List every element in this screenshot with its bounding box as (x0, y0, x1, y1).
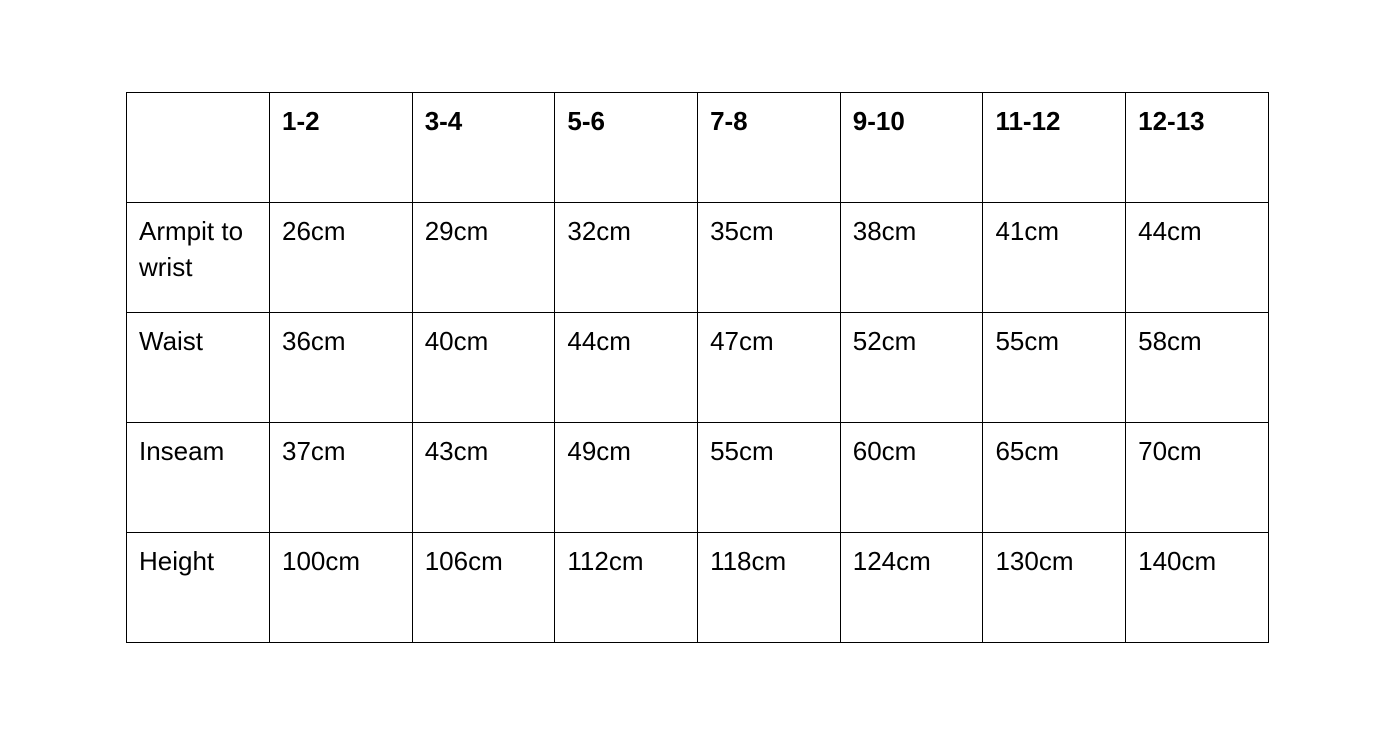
row-label-cell: Armpit to wrist (127, 203, 270, 313)
header-cell-7-8: 7-8 (698, 93, 841, 203)
table-cell: 100cm (270, 533, 413, 643)
table-cell: 35cm (698, 203, 841, 313)
table-cell: 58cm (1126, 313, 1269, 423)
table-row-armpit-to-wrist (127, 203, 1269, 313)
header-row (127, 93, 1269, 203)
header-cell-9-10: 9-10 (840, 93, 983, 203)
table-row-waist (127, 313, 1269, 423)
table-cell: 140cm (1126, 533, 1269, 643)
table-cell: 38cm (840, 203, 983, 313)
header-cell-12-13: 12-13 (1126, 93, 1269, 203)
table-cell: 32cm (555, 203, 698, 313)
table-cell: 26cm (270, 203, 413, 313)
size-chart-table (126, 92, 1269, 643)
row-label-cell: Inseam (127, 423, 270, 533)
row-label-cell: Waist (127, 313, 270, 423)
table-cell: 40cm (412, 313, 555, 423)
table-cell: 124cm (840, 533, 983, 643)
table-cell: 29cm (412, 203, 555, 313)
table-cell: 55cm (698, 423, 841, 533)
table-cell: 55cm (983, 313, 1126, 423)
table-cell: 130cm (983, 533, 1126, 643)
table-cell: 36cm (270, 313, 413, 423)
table-cell: 106cm (412, 533, 555, 643)
table-cell: 47cm (698, 313, 841, 423)
header-cell-11-12: 11-12 (983, 93, 1126, 203)
header-cell-3-4: 3-4 (412, 93, 555, 203)
table-cell: 112cm (555, 533, 698, 643)
header-cell-5-6: 5-6 (555, 93, 698, 203)
table-cell: 43cm (412, 423, 555, 533)
table-cell: 70cm (1126, 423, 1269, 533)
table-cell: 118cm (698, 533, 841, 643)
header-cell-1-2: 1-2 (270, 93, 413, 203)
table-row-height (127, 533, 1269, 643)
header-corner-cell (127, 93, 270, 203)
table-cell: 44cm (555, 313, 698, 423)
row-label-cell: Height (127, 533, 270, 643)
table-cell: 52cm (840, 313, 983, 423)
table-cell: 37cm (270, 423, 413, 533)
table-cell: 44cm (1126, 203, 1269, 313)
table-row-inseam (127, 423, 1269, 533)
table-cell: 41cm (983, 203, 1126, 313)
table-cell: 60cm (840, 423, 983, 533)
table-cell: 65cm (983, 423, 1126, 533)
table-cell: 49cm (555, 423, 698, 533)
